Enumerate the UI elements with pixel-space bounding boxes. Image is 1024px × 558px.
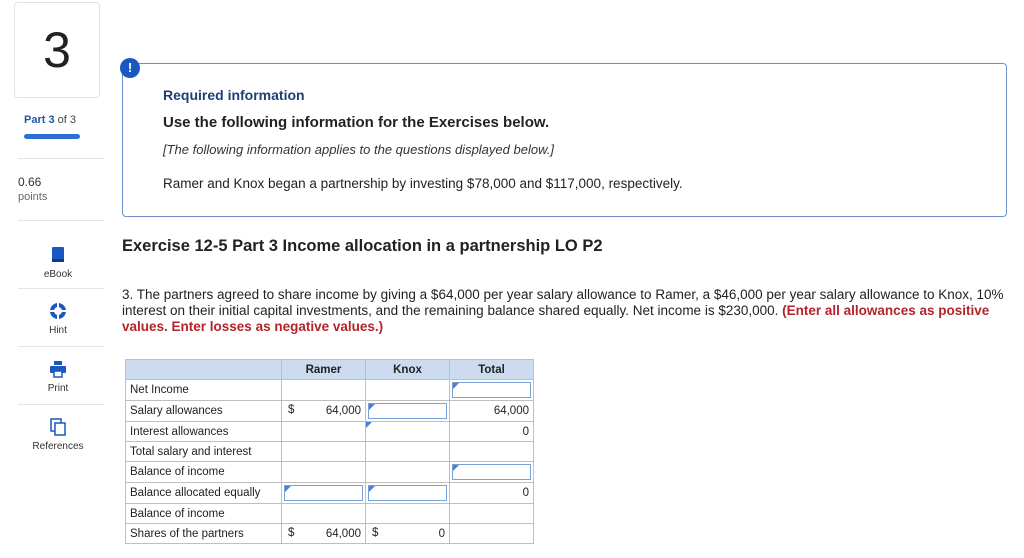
references-label: References — [32, 441, 84, 452]
salary-total-value: 64,000 — [493, 405, 529, 417]
print-label: Print — [47, 383, 69, 394]
ebook-button[interactable] — [18, 246, 98, 280]
divider — [18, 288, 104, 289]
balance1-ramer-cell — [282, 462, 366, 483]
question-body: 3. The partners agreed to share income by giving a $64,000 per year salary allowance to Ramer, a $46,000 per year salary allowance to Knox, 10% interest on their initial capital investments, and the remaining balance shared equally. Net income is $230,000. — [122, 287, 1004, 318]
table-row — [126, 401, 534, 422]
allocated-total-cell — [450, 483, 534, 504]
currency-symbol: $ — [288, 527, 295, 539]
salary-knox-input[interactable] — [366, 401, 450, 422]
balance1-knox-cell — [366, 462, 450, 483]
row-label-salary: Salary allowances — [126, 401, 282, 422]
allocated-knox-input[interactable] — [366, 483, 450, 504]
table-header-knox: Knox — [366, 360, 450, 380]
shares-knox-cell — [366, 524, 450, 544]
table-row — [126, 462, 534, 483]
allocated-total-value: 0 — [522, 487, 529, 499]
question-number: 3 — [14, 2, 100, 98]
table-header-total: Total — [450, 360, 534, 380]
part-label: Part 3 — [24, 114, 55, 126]
divider — [18, 158, 104, 159]
shares-ramer-cell — [282, 524, 366, 544]
balance2-total-cell — [450, 504, 534, 524]
part-progress-bar — [24, 134, 80, 139]
information-note: [The following information applies to the questions displayed below.] — [163, 142, 554, 157]
input-marker-icon — [369, 486, 375, 492]
row-label-interest: Interest allowances — [126, 422, 282, 442]
input-marker-icon — [453, 383, 459, 389]
points — [18, 175, 47, 205]
points-label: points — [18, 191, 48, 203]
question-text — [122, 287, 1012, 335]
part-indicator — [24, 114, 76, 126]
table-row — [126, 422, 534, 442]
points-value: 0.66 — [18, 175, 42, 189]
table-row — [126, 524, 534, 544]
row-label-balance-income-1: Balance of income — [126, 462, 282, 483]
balance2-knox-cell — [366, 504, 450, 524]
salary-ramer-value: 64,000 — [325, 405, 361, 417]
divider — [18, 220, 104, 221]
divider — [18, 346, 104, 347]
net-income-total-input[interactable] — [450, 380, 534, 401]
balance2-ramer-cell — [282, 504, 366, 524]
input-marker-icon — [369, 404, 375, 410]
shares-ramer-value: 64,000 — [325, 527, 361, 540]
row-label-shares: Shares of the partners — [126, 524, 282, 544]
print-icon — [49, 360, 67, 378]
salary-ramer-input[interactable] — [282, 401, 366, 422]
net-income-ramer-cell — [282, 380, 366, 401]
row-label-net-income: Net Income — [126, 380, 282, 401]
currency-symbol: $ — [288, 404, 295, 416]
hint-button[interactable] — [18, 302, 98, 336]
use-information-heading: Use the following information for the Exercises below. — [163, 114, 550, 131]
hint-label: Hint — [49, 325, 67, 336]
interest-total-value: 0 — [522, 425, 529, 438]
references-icon — [49, 418, 67, 436]
total-si-total-cell — [450, 442, 534, 462]
hint-icon — [49, 302, 67, 320]
input-marker-icon — [285, 486, 291, 492]
exercise-title: Exercise 12-5 Part 3 Income allocation in a partnership LO P2 — [122, 237, 603, 255]
table-row — [126, 483, 534, 504]
shares-knox-value: 0 — [438, 527, 445, 540]
net-income-knox-cell — [366, 380, 450, 401]
table-header-ramer: Ramer — [282, 360, 366, 380]
row-label-total-salary-interest: Total salary and interest — [126, 442, 282, 462]
table-row — [126, 380, 534, 401]
table-header-blank — [126, 360, 282, 380]
question-instruction: (Enter all allowances as positive values. Enter losses as negative values.) — [122, 303, 990, 334]
table-row — [126, 442, 534, 462]
allocated-ramer-input[interactable] — [282, 483, 366, 504]
total-si-ramer-cell — [282, 442, 366, 462]
divider — [18, 404, 104, 405]
shares-total-cell — [450, 524, 534, 544]
row-label-balance-income-2: Balance of income — [126, 504, 282, 524]
ebook-label: eBook — [43, 269, 73, 280]
interest-ramer-input[interactable] — [282, 422, 366, 442]
input-marker-icon — [453, 465, 459, 471]
print-button[interactable] — [18, 360, 98, 394]
references-button[interactable] — [18, 418, 98, 452]
interest-total-cell — [450, 422, 534, 442]
input-marker-icon — [366, 422, 372, 428]
alert-icon: ! — [120, 58, 140, 78]
ebook-icon — [49, 246, 67, 264]
currency-symbol: $ — [372, 527, 379, 539]
row-label-allocated-equally: Balance allocated equally — [126, 483, 282, 504]
required-information-heading: Required information — [163, 87, 305, 103]
interest-knox-input[interactable] — [366, 422, 450, 442]
total-si-knox-cell — [366, 442, 450, 462]
income-allocation-table — [125, 359, 534, 544]
table-header-row — [126, 360, 534, 380]
part-of: of 3 — [57, 114, 76, 126]
balance1-total-input[interactable] — [450, 462, 534, 483]
salary-total-cell — [450, 401, 534, 422]
table-row — [126, 504, 534, 524]
information-text: Ramer and Knox began a partnership by investing $78,000 and $117,000, respectively. — [163, 176, 683, 191]
